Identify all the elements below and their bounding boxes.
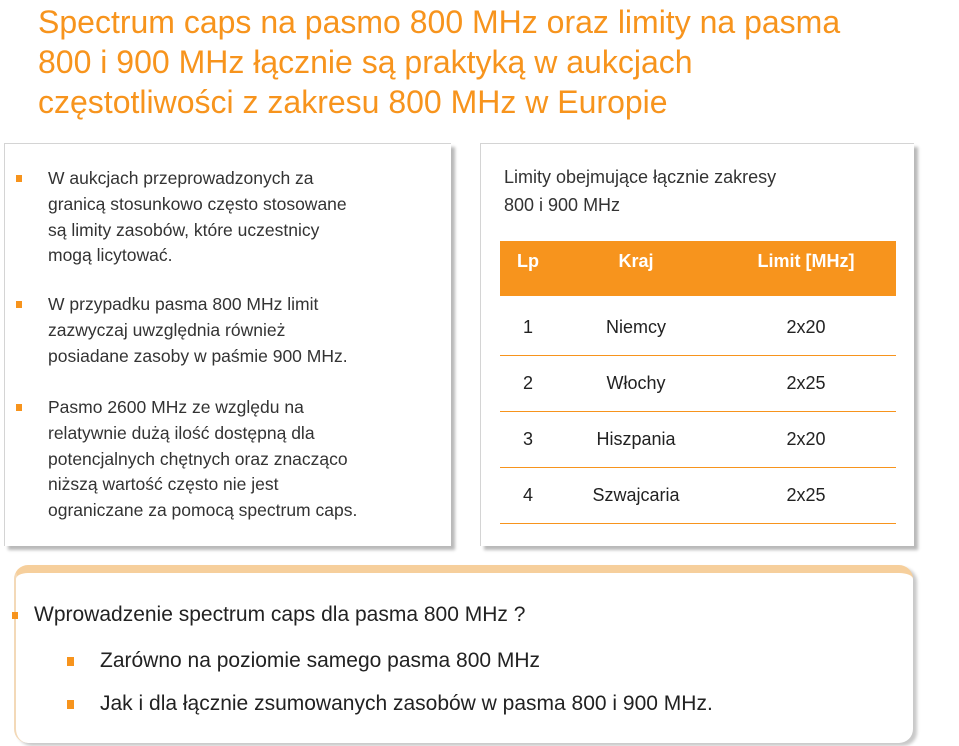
cell-lp: 3: [522, 429, 533, 449]
bullet-line: zazwyczaj uwzględnia również: [48, 319, 286, 340]
bullet-line: W przypadku pasma 800 MHz limit: [48, 294, 319, 314]
sub-bullet-text: Zarówno na poziomie samego pasma 800 MHz: [100, 649, 541, 672]
cell-limit: 2x20: [786, 429, 826, 449]
cell-kraj: Hiszpania: [596, 429, 676, 449]
title-line: Spectrum caps na pasmo 800 MHz oraz limity na pasma: [38, 4, 841, 40]
question-text: Wprowadzenie spectrum caps dla pasma 800 MHz ?: [34, 603, 526, 626]
square-bullet-icon: [16, 404, 22, 411]
question-line: [34, 602, 525, 628]
square-bullet-icon: [67, 700, 74, 709]
title-line: częstotliwości z zakresu 800 MHz w Europie: [38, 84, 668, 120]
bullet-line: potencjalnych chętnych oraz znacząco: [48, 448, 348, 469]
column-header-kraj: Kraj: [618, 251, 654, 271]
table-caption: [504, 163, 904, 219]
sub-bullet-text: Jak i dla łącznie zsumowanych zasobów w pasma 800 i 900 MHz.: [100, 692, 713, 715]
slide-title: [38, 2, 953, 122]
cell-lp: 2: [522, 373, 533, 393]
bullet-line: posiadane zasoby w paśmie 900 MHz.: [48, 345, 348, 366]
cell-limit: 2x25: [786, 485, 826, 505]
sub-bullet: [100, 648, 540, 674]
bullet-line: relatywnie dużą ilość dostępną dla: [48, 422, 315, 443]
list-item: [12, 292, 422, 369]
cell-lp: 4: [522, 485, 533, 505]
bullet-line: Pasmo 2600 MHz ze względu na: [48, 397, 304, 417]
cell-limit: 2x20: [786, 317, 826, 337]
sub-bullet: [100, 691, 713, 717]
square-bullet-icon: [67, 657, 74, 666]
cell-kraj: Niemcy: [605, 317, 666, 337]
column-header-lp: Lp: [517, 251, 539, 271]
table-header: [500, 241, 896, 296]
row-divider: [500, 523, 896, 524]
table-row: [500, 299, 896, 355]
caption-line: 800 i 900 MHz: [504, 195, 621, 215]
list-item: [12, 166, 422, 269]
table-row: [500, 467, 896, 523]
bullet-line: są limity zasobów, które uczestnicy: [48, 219, 320, 240]
table-row: [500, 355, 896, 411]
list-item: [12, 395, 422, 524]
caption-line: Limity obejmujące łącznie zakresy: [504, 167, 777, 187]
square-bullet-icon: [16, 301, 22, 308]
table-row: [500, 411, 896, 467]
title-line: 800 i 900 MHz łącznie są praktyką w aukcjach: [38, 44, 693, 80]
cell-lp: 1: [522, 317, 533, 337]
cell-kraj: Włochy: [606, 373, 666, 393]
bullet-line: granicą stosunkowo często stosowane: [48, 193, 347, 214]
bullet-line: mogą licytować.: [48, 245, 173, 266]
cell-limit: 2x25: [786, 373, 826, 393]
bullet-line: W aukcjach przeprowadzonych za: [48, 168, 314, 188]
square-bullet-icon: [12, 612, 18, 619]
bullet-line: ograniczane za pomocą spectrum caps.: [48, 500, 358, 521]
cell-kraj: Szwajcaria: [592, 485, 680, 505]
column-header-limit: Limit [MHz]: [757, 251, 855, 271]
square-bullet-icon: [16, 175, 22, 182]
bullet-line: niższą wartość często nie jest: [48, 474, 279, 495]
